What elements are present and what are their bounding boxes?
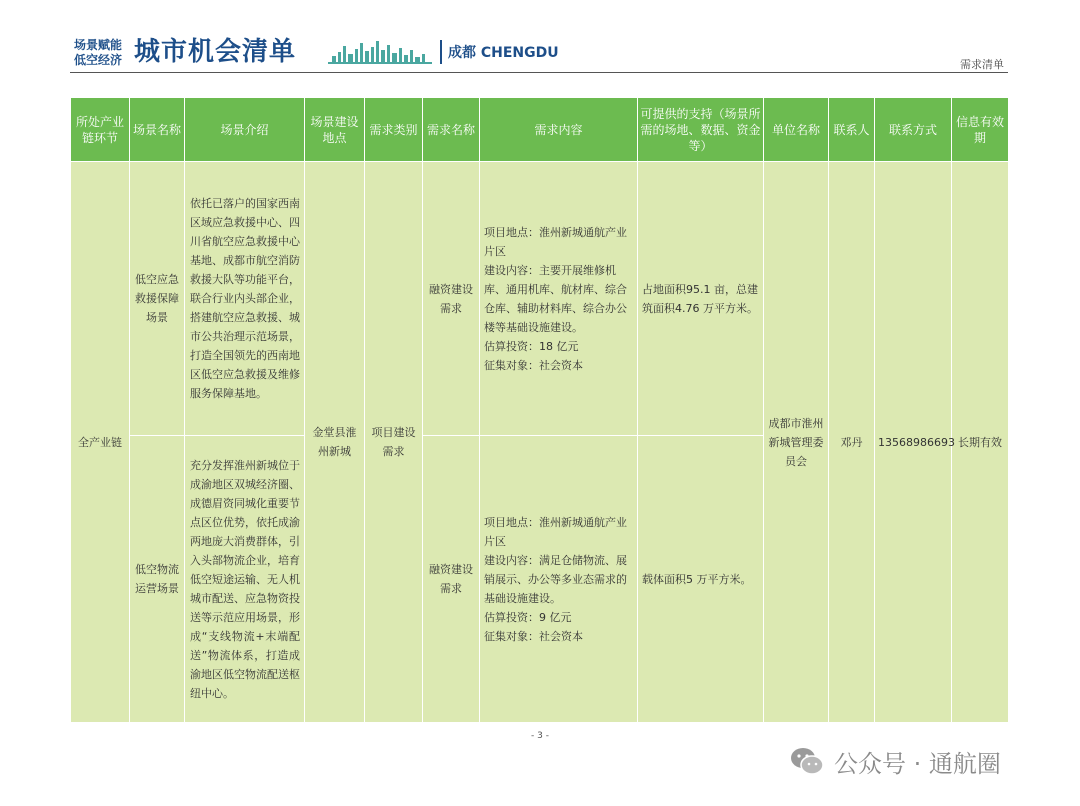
brand-line-1: 场景赋能	[74, 38, 123, 52]
scene-name-cell: 低空物流运营场景	[130, 436, 185, 723]
support-cell: 占地面积95.1 亩，总建筑面积4.76 万平方米。	[638, 162, 764, 436]
demand-table	[70, 97, 1009, 723]
page-header	[70, 34, 1008, 72]
scene-name-cell: 低空应急救援保障场景	[130, 162, 185, 436]
location-cell: 金堂县淮州新城	[305, 162, 365, 723]
title-divider	[440, 40, 442, 64]
col-demand-content: 需求内容	[480, 98, 638, 162]
col-phone: 联系方式	[875, 98, 952, 162]
demand-type-cell: 项目建设需求	[365, 162, 423, 723]
col-scene-name: 场景名称	[130, 98, 185, 162]
demand-name-cell: 融资建设需求	[423, 436, 480, 723]
col-contact: 联系人	[829, 98, 875, 162]
unit-cell: 成都市淮州新城管理委员会	[764, 162, 829, 723]
wechat-icon	[790, 746, 824, 776]
page-title: 城市机会清单	[134, 37, 297, 67]
col-support: 可提供的支持（场景所需的场地、数据、资金等）	[638, 98, 764, 162]
page-number: - 3 -	[531, 731, 549, 741]
brand-slogan	[74, 38, 122, 68]
demand-content-cell: 项目地点：淮州新城通航产业片区 建设内容：主要开展维修机库、通用机库、航材库、综合仓库、辅助材料库、综合办公楼等基础设施建设。 估算投资：18 亿元 征集对象：社会资本	[480, 162, 638, 436]
scene-intro-cell: 充分发挥淮州新城位于成渝地区双城经济圈、成德眉资同城化重要节点区位优势，依托成渝两地庞大消费群体，引入头部物流企业，培育低空短途运输、无人机城市配送、应急物资投送等示范应用场景，形成“支线物流+末端配送”物流体系，打造成渝地区低空物流配送枢纽中心。	[185, 436, 305, 723]
col-industry-link: 所处产业链环节	[71, 98, 130, 162]
watermark	[790, 744, 1001, 778]
document-subtitle: 需求清单	[960, 58, 1004, 71]
col-location: 场景建设地点	[305, 98, 365, 162]
contact-cell: 邓丹	[829, 162, 875, 723]
col-demand-name: 需求名称	[423, 98, 480, 162]
col-demand-type: 需求类别	[365, 98, 423, 162]
col-scene-intro: 场景介绍	[185, 98, 305, 162]
validity-cell: 长期有效	[952, 162, 1009, 723]
city-label: 成都 CHENGDU	[448, 45, 559, 61]
col-unit: 单位名称	[764, 98, 829, 162]
demand-content-cell: 项目地点：淮州新城通航产业片区 建设内容：满足仓储物流、展销展示、办公等多业态需求的基础设施建设。 估算投资：9 亿元 征集对象：社会资本	[480, 436, 638, 723]
header-rule	[70, 72, 1008, 73]
scene-intro-cell: 依托已落户的国家西南区域应急救援中心、四川省航空应急救援中心基地、成都市航空消防救援大队等功能平台，联合行业内头部企业，搭建航空应急救援、城市公共治理示范场景，打造全国领先的西南地区低空应急救援及维修服务保障基地。	[185, 162, 305, 436]
support-cell: 载体面积5 万平方米。	[638, 436, 764, 723]
table-row	[71, 162, 1009, 436]
city-skyline-icon	[328, 40, 432, 66]
industry-link-cell: 全产业链	[71, 162, 130, 723]
col-validity: 信息有效期	[952, 98, 1009, 162]
table-header-row	[71, 98, 1009, 162]
brand-line-2: 低空经济	[74, 53, 123, 67]
demand-name-cell: 融资建设需求	[423, 162, 480, 436]
phone-cell: 13568986693	[875, 162, 952, 723]
watermark-text: 公众号 · 通航圈	[834, 749, 1001, 778]
